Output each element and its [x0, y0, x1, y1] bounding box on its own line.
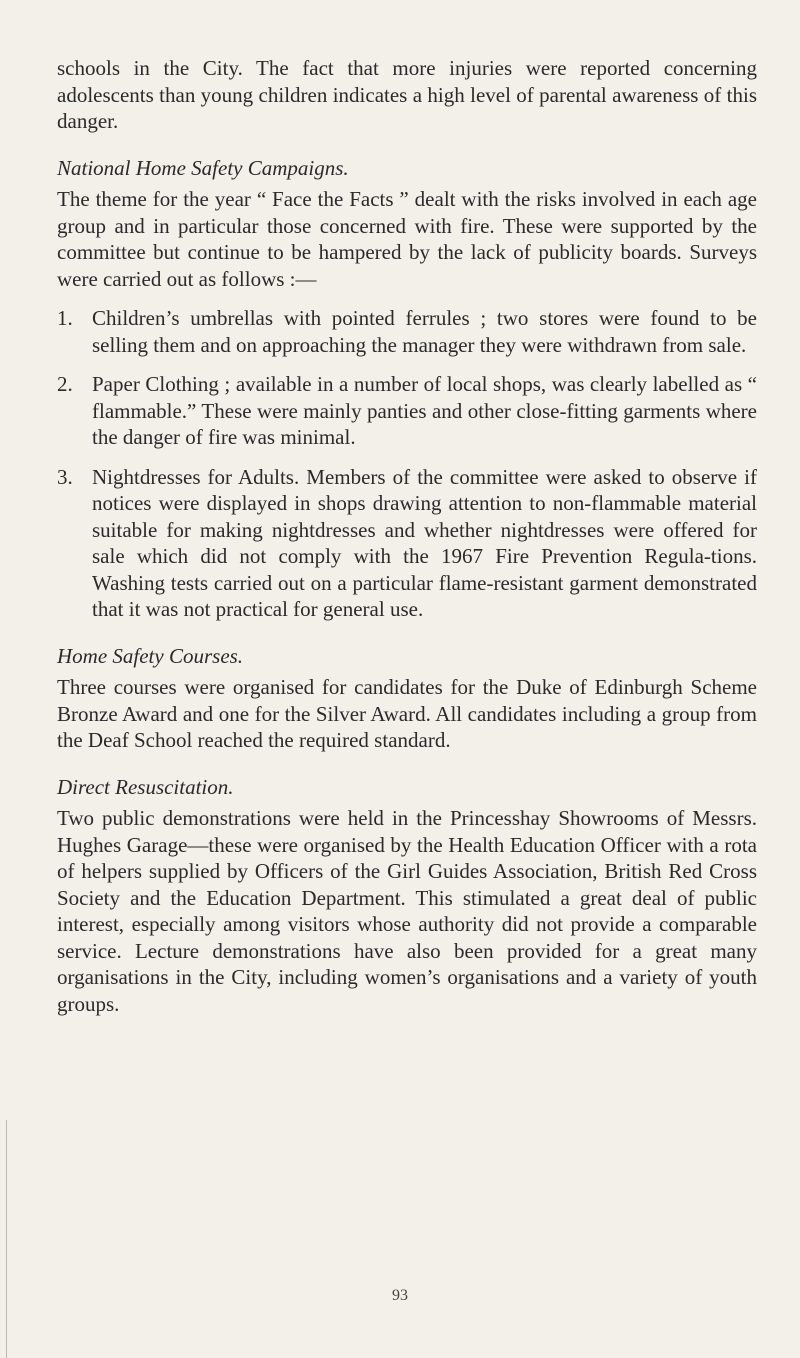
list-item-number: 1. [57, 306, 73, 330]
heading-national-campaigns: National Home Safety Campaigns. [57, 155, 349, 180]
heading-home-safety-courses: Home Safety Courses. [57, 643, 244, 668]
list-item [57, 305, 757, 358]
direct-resuscitation-body: Two public demonstrations were held in the Princesshay Showrooms of Messrs. Hughes Garage—these were organised by the Health Education Officer with a rota of helpers supplied by Officers of the Girl Guides Association, British Red Cross Society and the Education Department. This stimulated a great deal of public interest, especially among visitors whose authority did not provide a comparable service. Lecture demonstrations have also been provided for a great many organisations in the City, including women’s organisations and a variety of youth groups. [57, 806, 757, 1016]
list-item [57, 464, 757, 623]
list-item-text: Children’s umbrellas with pointed ferrules ; two stores were found to be selling them and on approaching the manager they were withdrawn from sale. [92, 306, 757, 357]
national-campaigns-body: The theme for the year “ Face the Facts ” dealt with the risks involved in each age group and in particular those concerned with fire. These were supported by the committee but continue to be hampered by the lack of publicity boards. Surveys were carried out as follows :— [57, 187, 757, 291]
heading-direct-resuscitation: Direct Resuscitation. [57, 774, 234, 799]
list-item-number: 3. [57, 464, 73, 489]
list-item-text: Paper Clothing ; available in a number of local shops, was clearly labelled as “ flammable.” These were mainly panties and other close-fitting garments where the danger of fire was minimal. [92, 372, 757, 449]
page-number: 93 [392, 1287, 408, 1304]
intro-paragraph: schools in the City. The fact that more injuries were reported concerning adolescents than young children indicates a high level of parental awareness of this danger. [57, 56, 757, 133]
document-page [57, 55, 757, 1017]
list-item-text: Nightdresses for Adults. Members of the committee were asked to observe if notices were displayed in shops drawing attention to non-flammable material suitable for making nightdresses and whether nightdresses were offered for sale which did not comply with the 1967 Fire Prevention Regula-tions. Washing tests carried out on a particular flame-resistant garment demonstrated that it was not practical for general use. [92, 464, 757, 621]
scan-margin-line [6, 1120, 7, 1358]
list-item-number: 2. [57, 372, 73, 396]
list-item [57, 371, 757, 451]
home-safety-courses-body: Three courses were organised for candidates for the Duke of Edinburgh Scheme Bronze Award and one for the Silver Award. All candidates including a group from the Deaf School reached the required standard. [57, 675, 757, 752]
